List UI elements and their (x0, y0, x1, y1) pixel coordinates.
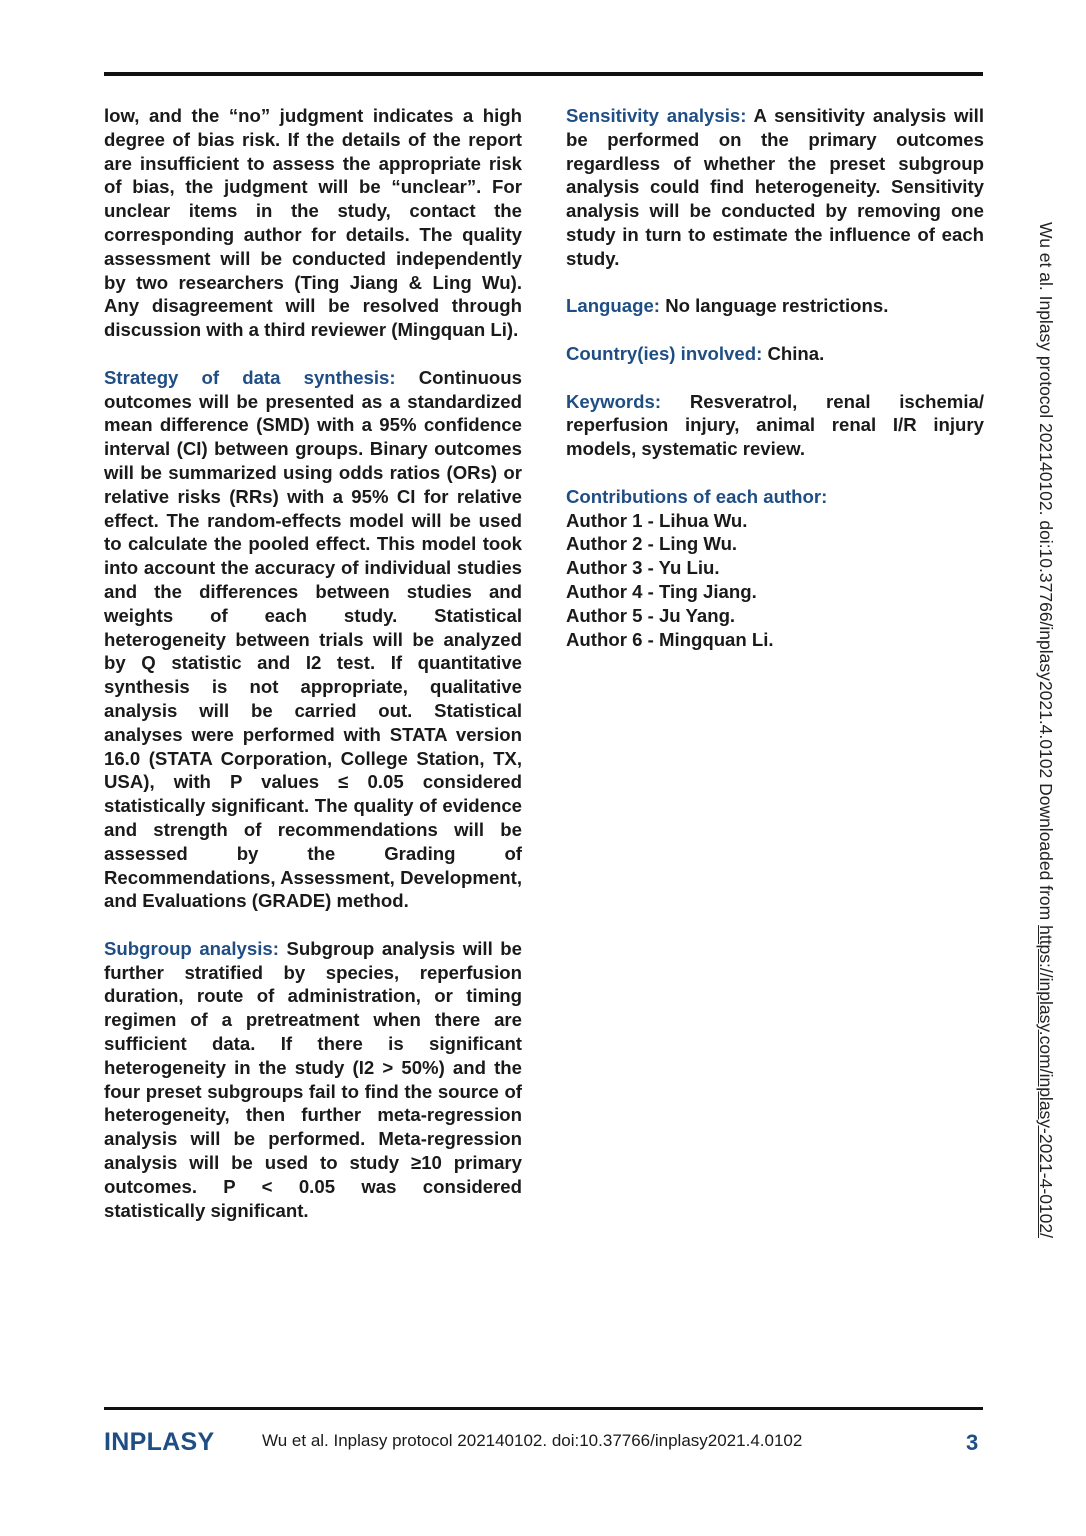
author-item: Author 6 - Mingquan Li. (566, 628, 774, 650)
author-list (566, 509, 984, 652)
language-section (566, 294, 984, 318)
risk-of-bias-continuation (104, 104, 522, 342)
page-number: 3 (966, 1430, 979, 1455)
author-item: Author 3 - Yu Liu. (566, 557, 720, 579)
section-text: A sensitivity analysis will be performed on the primary outcomes regardless of whether the preset subgroup analysis could find heterogeneity. Sensitivity analysis will be conducted by removing one study in turn to estimate the influence of each study. (566, 105, 984, 269)
section-label: Country(ies) involved: (566, 342, 763, 364)
section-text: Subgroup analysis will be further stratified by species, reperfusion duration, route of administration, or timing regimen of a pretreatment when there are sufficient data. If there is significant heterogeneity in the study (I2 > 50%) and the four preset subgroups fail to find the source of heterogeneity, then further meta-regression analysis will be performed. Meta-regression analysis will be used to study ≥10 primary outcomes. P < 0.05 was considered statistically significant. (104, 937, 522, 1221)
section-label: Keywords: (566, 390, 662, 412)
section-text: No language restrictions. (665, 295, 889, 317)
strategy-of-data-synthesis-section (104, 366, 522, 913)
section-text: China. (767, 342, 825, 364)
side-note-text: Wu et al. Inplasy protocol 202140102. doi:10.37766/inplasy2021.4.0102 Downloaded from (1036, 222, 1056, 926)
keywords-section (566, 390, 984, 461)
side-download-note (1035, 222, 1056, 1302)
section-text: Continuous outcomes will be presented as a standardized mean difference (SMD) with a 95% confidence interval (CI) between groups. Binary outcomes will be summarized using odds ratios (ORs) or relative risks (RRs) with a 95% CI for relative effect. The random-effects model will be used to calculate the pooled effect. This model took into account the accuracy of individual studies and the differences between studies and weights of each study. Statistical heterogeneity between trials will be analyzed by Q statistic and I2 test. If quantitative synthesis is not appropriate, qualitative analysis will be carried out. Statistical analyses were performed with STATA version 16.0 (STATA Corporation, College Station, TX, USA), with P values ≤ 0.05 considered statistically significant. The quality of evidence and strength of recommendations will be assessed by the Grading of Recommendations, Assessment, Development, and Evaluations (GRADE) method. (104, 366, 522, 912)
contributions-section (566, 485, 984, 652)
right-column (566, 104, 984, 675)
section-label: Contributions of each author: (566, 485, 828, 507)
journal-brand: INPLASY (104, 1428, 215, 1456)
section-label: Language: (566, 295, 661, 317)
author-item: Author 2 - Ling Wu. (566, 533, 738, 555)
footer-rule (104, 1407, 983, 1410)
subgroup-analysis-section (104, 937, 522, 1223)
header-rule (104, 72, 983, 76)
section-label: Sensitivity analysis: (566, 105, 747, 126)
paragraph-text: low, and the “no” judgment indicates a high degree of bias risk. If the details of the report are insufficient to assess the appropriate risk of bias, the judgment will be “unclear”. For unclear items in the study, contact the corresponding author for details. The quality assessment will be conducted independently by two researchers (Ting Jiang & Ling Wu). Any disagreement will be resolved through discussion with a third reviewer (Mingquan Li). (104, 105, 522, 341)
sensitivity-analysis-section (566, 104, 984, 271)
section-text: Resveratrol, renal ischemia/ reperfusion injury, animal renal I/R injury models, systematic review. (566, 390, 984, 460)
author-item: Author 4 - Ting Jiang. (566, 580, 757, 602)
footer-citation: Wu et al. Inplasy protocol 202140102. doi:10.37766/inplasy2021.4.0102 (262, 1431, 803, 1450)
side-note-link[interactable]: https://inplasy.com/inplasy-2021-4-0102/ (1036, 925, 1056, 1238)
author-item: Author 1 - Lihua Wu. (566, 509, 748, 531)
section-label: Strategy of data synthesis: (104, 366, 396, 388)
left-column (104, 104, 522, 1246)
section-label: Subgroup analysis: (104, 937, 279, 959)
country-section (566, 342, 984, 366)
author-item: Author 5 - Ju Yang. (566, 604, 736, 626)
